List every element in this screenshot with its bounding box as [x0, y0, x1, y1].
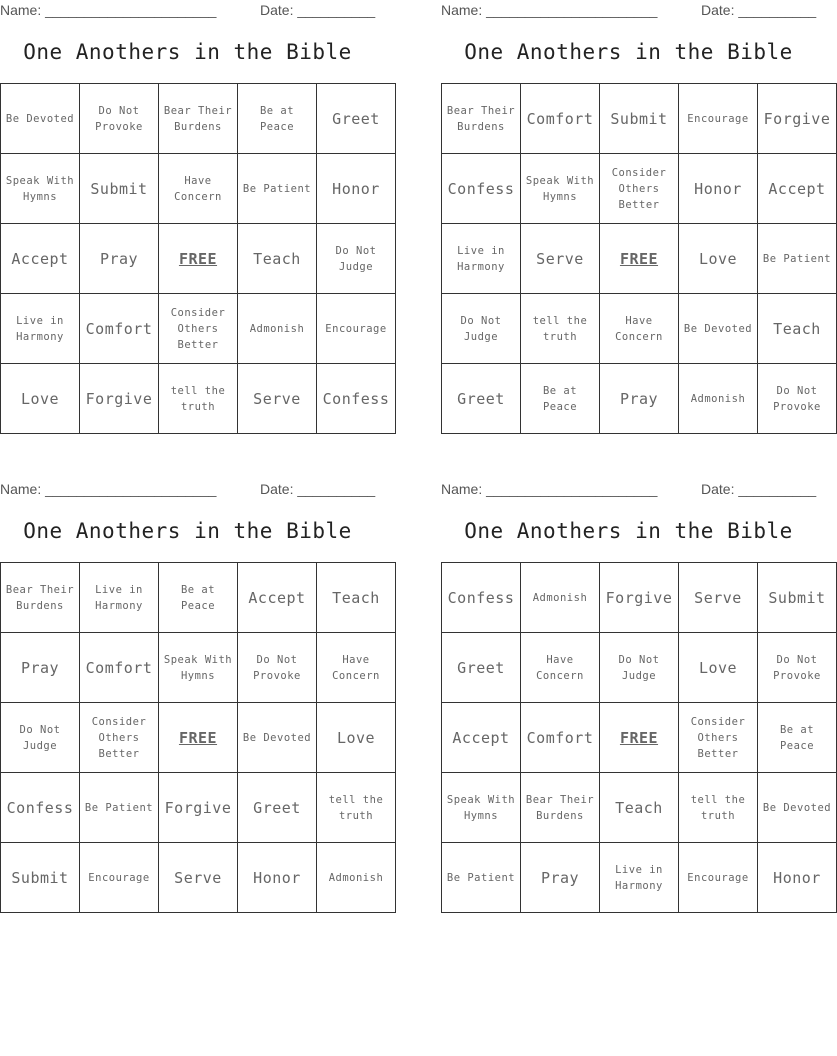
name-date-line	[441, 0, 816, 20]
bingo-cell[interactable]: Teach	[600, 773, 679, 843]
bingo-cell[interactable]: Live in Harmony	[600, 843, 679, 913]
bingo-grid	[0, 83, 396, 434]
bingo-cell[interactable]: Comfort	[80, 294, 159, 364]
free-space[interactable]: FREE	[159, 224, 238, 294]
bingo-row	[442, 154, 837, 224]
bingo-cell[interactable]: Be Devoted	[238, 703, 317, 773]
name-field-label: Name: ______________________	[0, 481, 217, 497]
bingo-grid	[0, 562, 396, 913]
bingo-cell[interactable]: Live in Harmony	[1, 294, 80, 364]
bingo-row	[442, 703, 837, 773]
bingo-cell[interactable]: Consider Others Better	[80, 703, 159, 773]
bingo-cell[interactable]: Accept	[758, 154, 837, 224]
bingo-row	[1, 773, 396, 843]
bingo-cell[interactable]: Confess	[442, 563, 521, 633]
bingo-cell[interactable]: Accept	[442, 703, 521, 773]
bingo-row	[1, 84, 396, 154]
bingo-row	[1, 364, 396, 434]
bingo-cell[interactable]: Confess	[1, 773, 80, 843]
bingo-cell[interactable]: Have Concern	[317, 633, 396, 703]
bingo-cell[interactable]: Admonish	[238, 294, 317, 364]
name-date-line	[0, 479, 375, 499]
bingo-cell[interactable]: Do Not Provoke	[238, 633, 317, 703]
bingo-cell[interactable]: Teach	[317, 563, 396, 633]
bingo-cell[interactable]: tell the truth	[159, 364, 238, 434]
bingo-cell[interactable]: Admonish	[679, 364, 758, 434]
card-title: One Anothers in the Bible	[23, 519, 352, 543]
name-field-label: Name: ______________________	[0, 2, 217, 18]
date-field-label: Date: __________	[260, 481, 376, 497]
bingo-cell[interactable]: Bear Their Burdens	[521, 773, 600, 843]
bingo-row	[1, 224, 396, 294]
bingo-cell[interactable]: Do Not Judge	[442, 294, 521, 364]
bingo-row	[1, 154, 396, 224]
bingo-cell[interactable]: Consider Others Better	[159, 294, 238, 364]
card-title: One Anothers in the Bible	[464, 40, 793, 64]
bingo-cell[interactable]: Greet	[238, 773, 317, 843]
bingo-cell[interactable]: Do Not Judge	[1, 703, 80, 773]
bingo-cell[interactable]: Bear Their Burdens	[442, 84, 521, 154]
bingo-cell[interactable]: Serve	[238, 364, 317, 434]
bingo-cell[interactable]: Comfort	[521, 703, 600, 773]
bingo-cell[interactable]: Confess	[317, 364, 396, 434]
bingo-cell[interactable]: Speak With Hymns	[521, 154, 600, 224]
bingo-cell[interactable]: Honor	[758, 843, 837, 913]
bingo-cell[interactable]: Forgive	[600, 563, 679, 633]
bingo-cell[interactable]: Admonish	[317, 843, 396, 913]
bingo-cell[interactable]: Speak With Hymns	[159, 633, 238, 703]
bingo-cell[interactable]: Pray	[600, 364, 679, 434]
bingo-cell[interactable]: Consider Others Better	[600, 154, 679, 224]
bingo-grid	[441, 562, 837, 913]
name-date-line	[0, 0, 375, 20]
bingo-row	[1, 633, 396, 703]
bingo-cell[interactable]: Do Not Provoke	[758, 364, 837, 434]
bingo-row	[1, 294, 396, 364]
bingo-cell[interactable]: Speak With Hymns	[442, 773, 521, 843]
bingo-cell[interactable]: Have Concern	[600, 294, 679, 364]
bingo-cell[interactable]: Love	[679, 633, 758, 703]
free-space[interactable]: FREE	[600, 703, 679, 773]
bingo-cell[interactable]: Be Devoted	[1, 84, 80, 154]
bingo-cell[interactable]: Encourage	[679, 84, 758, 154]
name-date-line	[441, 479, 816, 499]
bingo-cell[interactable]: Live in Harmony	[80, 563, 159, 633]
bingo-cell[interactable]: Encourage	[679, 843, 758, 913]
bingo-row	[1, 563, 396, 633]
bingo-cell[interactable]: Pray	[80, 224, 159, 294]
bingo-cell[interactable]: Encourage	[80, 843, 159, 913]
bingo-cell[interactable]: Confess	[442, 154, 521, 224]
card-title: One Anothers in the Bible	[464, 519, 793, 543]
bingo-cell[interactable]: Forgive	[80, 364, 159, 434]
bingo-cell[interactable]: Do Not Provoke	[758, 633, 837, 703]
bingo-card-2	[441, 0, 832, 440]
bingo-cell[interactable]: Have Concern	[159, 154, 238, 224]
bingo-row	[442, 843, 837, 913]
bingo-cell[interactable]: Have Concern	[521, 633, 600, 703]
bingo-cell[interactable]: Pray	[1, 633, 80, 703]
bingo-cell[interactable]: Be Patient	[80, 773, 159, 843]
bingo-cell[interactable]: Pray	[521, 843, 600, 913]
bingo-cell[interactable]: Live in Harmony	[442, 224, 521, 294]
date-field-label: Date: __________	[701, 2, 817, 18]
bingo-cell[interactable]: Serve	[679, 563, 758, 633]
bingo-cell[interactable]: Honor	[317, 154, 396, 224]
bingo-cell[interactable]: Do Not Judge	[600, 633, 679, 703]
bingo-cell[interactable]: Be at Peace	[758, 703, 837, 773]
date-field-label: Date: __________	[260, 2, 376, 18]
bingo-cell[interactable]: Love	[317, 703, 396, 773]
bingo-cell[interactable]: Bear Their Burdens	[1, 563, 80, 633]
bingo-cell[interactable]: Bear Their Burdens	[159, 84, 238, 154]
name-field-label: Name: ______________________	[441, 481, 658, 497]
bingo-cell[interactable]: Serve	[521, 224, 600, 294]
bingo-grid	[441, 83, 837, 434]
bingo-cell[interactable]: tell the truth	[679, 773, 758, 843]
bingo-cell[interactable]: Serve	[159, 843, 238, 913]
bingo-cell[interactable]: Be at Peace	[521, 364, 600, 434]
bingo-cell[interactable]: Do Not Judge	[317, 224, 396, 294]
bingo-cell[interactable]: Teach	[238, 224, 317, 294]
bingo-cell[interactable]: Admonish	[521, 563, 600, 633]
bingo-cell[interactable]: Speak With Hymns	[1, 154, 80, 224]
bingo-cell[interactable]: Forgive	[758, 84, 837, 154]
bingo-row	[442, 563, 837, 633]
bingo-cell[interactable]: Be at Peace	[238, 84, 317, 154]
bingo-cell[interactable]: Do Not Provoke	[80, 84, 159, 154]
bingo-cell[interactable]: Submit	[80, 154, 159, 224]
bingo-cell[interactable]: Submit	[600, 84, 679, 154]
name-field-label: Name: ______________________	[441, 2, 658, 18]
bingo-cell[interactable]: Love	[1, 364, 80, 434]
bingo-cell[interactable]: Be Patient	[238, 154, 317, 224]
card-title: One Anothers in the Bible	[23, 40, 352, 64]
bingo-row	[442, 294, 837, 364]
bingo-cell[interactable]: Greet	[442, 364, 521, 434]
bingo-cell[interactable]: Comfort	[521, 84, 600, 154]
bingo-cell[interactable]: Accept	[1, 224, 80, 294]
bingo-card-4	[441, 479, 832, 919]
bingo-cell[interactable]: Honor	[679, 154, 758, 224]
date-field-label: Date: __________	[701, 481, 817, 497]
bingo-row	[1, 843, 396, 913]
bingo-cell[interactable]: Honor	[238, 843, 317, 913]
bingo-row	[442, 633, 837, 703]
bingo-cell[interactable]: Love	[679, 224, 758, 294]
bingo-row	[442, 84, 837, 154]
bingo-cell[interactable]: Consider Others Better	[679, 703, 758, 773]
bingo-row	[442, 773, 837, 843]
bingo-card-3	[0, 479, 384, 919]
bingo-cell[interactable]: tell the truth	[317, 773, 396, 843]
bingo-cell[interactable]: Accept	[238, 563, 317, 633]
bingo-cell[interactable]: Greet	[317, 84, 396, 154]
bingo-row	[442, 224, 837, 294]
bingo-cell[interactable]: tell the truth	[521, 294, 600, 364]
bingo-cell[interactable]: Be Devoted	[679, 294, 758, 364]
bingo-cell[interactable]: Greet	[442, 633, 521, 703]
bingo-cell[interactable]: Submit	[1, 843, 80, 913]
bingo-row	[442, 364, 837, 434]
bingo-cell[interactable]: Submit	[758, 563, 837, 633]
bingo-cell[interactable]: Forgive	[159, 773, 238, 843]
bingo-cell[interactable]: Be at Peace	[159, 563, 238, 633]
bingo-cell[interactable]: Comfort	[80, 633, 159, 703]
free-space[interactable]: FREE	[159, 703, 238, 773]
free-space[interactable]: FREE	[600, 224, 679, 294]
bingo-cell[interactable]: Be Patient	[442, 843, 521, 913]
bingo-cell[interactable]: Teach	[758, 294, 837, 364]
bingo-row	[1, 703, 396, 773]
bingo-cell[interactable]: Be Patient	[758, 224, 837, 294]
bingo-card-1	[0, 0, 390, 440]
bingo-cell[interactable]: Encourage	[317, 294, 396, 364]
bingo-cell[interactable]: Be Devoted	[758, 773, 837, 843]
